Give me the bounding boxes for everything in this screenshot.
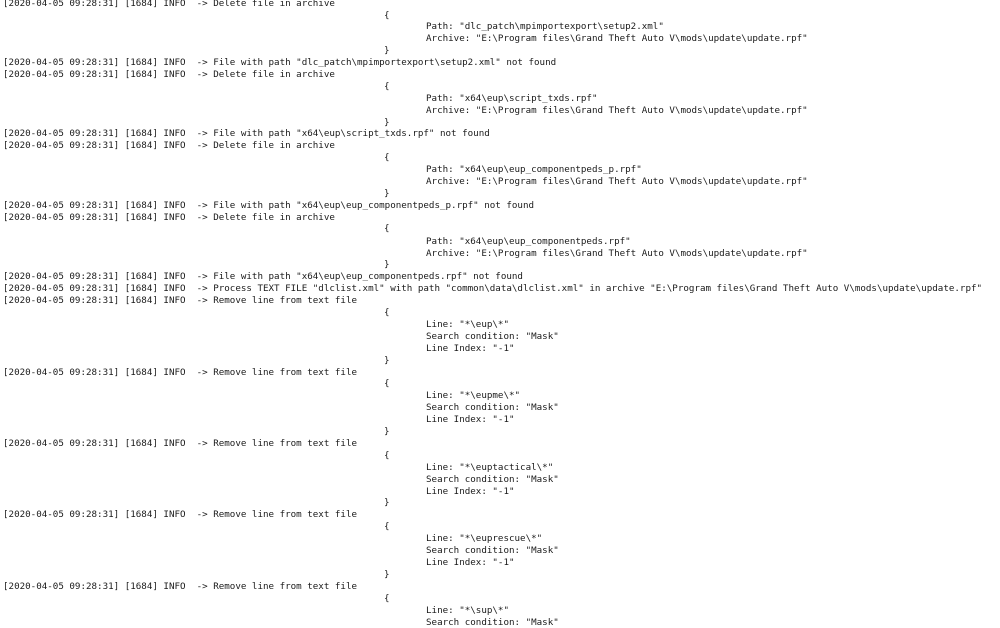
log-entry: [2020-04-05 09:28:31] [1684] INFO -> Delete file in archive (3, 212, 335, 223)
detail-path: Path: "x64\eup\eup_componentpeds_p.rpf" (426, 164, 642, 175)
detail-line-index: Line Index: "-1" (426, 343, 515, 354)
detail-line-index: Line Index: "-1" (426, 557, 515, 568)
open-brace: { (384, 593, 390, 604)
close-brace: } (384, 259, 390, 270)
detail-line: Line: "*\euprescue\*" (426, 533, 543, 544)
close-brace: } (384, 426, 390, 437)
detail-line: Line: "*\euptactical\*" (426, 462, 554, 473)
detail-path: Path: "x64\eup\eup_componentpeds.rpf" (426, 236, 631, 247)
log-entry: [2020-04-05 09:28:31] [1684] INFO -> Remove line from text file (3, 509, 358, 520)
log-entry: [2020-04-05 09:28:31] [1684] INFO -> File with path "x64\eup\eup_componentpeds.rpf" not found (3, 271, 523, 282)
log-entry: [2020-04-05 09:28:31] [1684] INFO -> File with path "dlc_patch\mpimportexport\setup2.xml" not found (3, 57, 557, 68)
log-entry: [2020-04-05 09:28:31] [1684] INFO -> Remove line from text file (3, 581, 358, 592)
detail-path: Path: "x64\eup\script_txds.rpf" (426, 93, 598, 104)
detail-line: Line: "*\sup\*" (426, 605, 509, 616)
detail-archive: Archive: "E:\Program files\Grand Theft Auto V\mods\update\update.rpf" (426, 248, 808, 259)
detail-search-condition: Search condition: "Mask" (426, 474, 559, 485)
open-brace: { (384, 223, 390, 234)
detail-line-index: Line Index: "-1" (426, 414, 515, 425)
log-entry: [2020-04-05 09:28:31] [1684] INFO -> Process TEXT FILE "dlclist.xml" with path "common\data\dlclist.xml" in archive "E:\Program files\Grand Theft Auto V\mods\update\update.rpf" (3, 283, 983, 294)
detail-search-condition: Search condition: "Mask" (426, 545, 559, 556)
close-brace: } (384, 117, 390, 128)
detail-line: Line: "*\eup\*" (426, 319, 509, 330)
close-brace: } (384, 355, 390, 366)
detail-search-condition: Search condition: "Mask" (426, 402, 559, 413)
detail-line-index: Line Index: "-1" (426, 486, 515, 497)
close-brace: } (384, 45, 390, 56)
detail-line: Line: "*\eupme\*" (426, 390, 521, 401)
log-entry: [2020-04-05 09:28:31] [1684] INFO -> Delete file in archive (3, 69, 335, 80)
detail-archive: Archive: "E:\Program files\Grand Theft Auto V\mods\update\update.rpf" (426, 33, 808, 44)
open-brace: { (384, 450, 390, 461)
detail-archive: Archive: "E:\Program files\Grand Theft Auto V\mods\update\update.rpf" (426, 176, 808, 187)
close-brace: } (384, 569, 390, 580)
log-entry: [2020-04-05 09:28:31] [1684] INFO -> File with path "x64\eup\eup_componentpeds_p.rpf" not found (3, 200, 535, 211)
detail-archive: Archive: "E:\Program files\Grand Theft Auto V\mods\update\update.rpf" (426, 105, 808, 116)
open-brace: { (384, 10, 390, 21)
log-entry: [2020-04-05 09:28:31] [1684] INFO -> Delete file in archive (3, 140, 335, 151)
detail-path: Path: "dlc_patch\mpimportexport\setup2.xml" (426, 21, 664, 32)
open-brace: { (384, 378, 390, 389)
detail-search-condition: Search condition: "Mask" (426, 617, 559, 628)
log-entry: [2020-04-05 09:28:31] [1684] INFO -> Remove line from text file (3, 295, 358, 306)
log-entry: [2020-04-05 09:28:31] [1684] INFO -> Remove line from text file (3, 438, 358, 449)
close-brace: } (384, 188, 390, 199)
log-entry: [2020-04-05 09:28:31] [1684] INFO -> Delete file in archive (3, 0, 335, 9)
open-brace: { (384, 307, 390, 318)
open-brace: { (384, 521, 390, 532)
close-brace: } (384, 497, 390, 508)
open-brace: { (384, 152, 390, 163)
log-entry: [2020-04-05 09:28:31] [1684] INFO -> File with path "x64\eup\script_txds.rpf" not found (3, 128, 490, 139)
detail-search-condition: Search condition: "Mask" (426, 331, 559, 342)
open-brace: { (384, 81, 390, 92)
log-entry: [2020-04-05 09:28:31] [1684] INFO -> Remove line from text file (3, 367, 358, 378)
